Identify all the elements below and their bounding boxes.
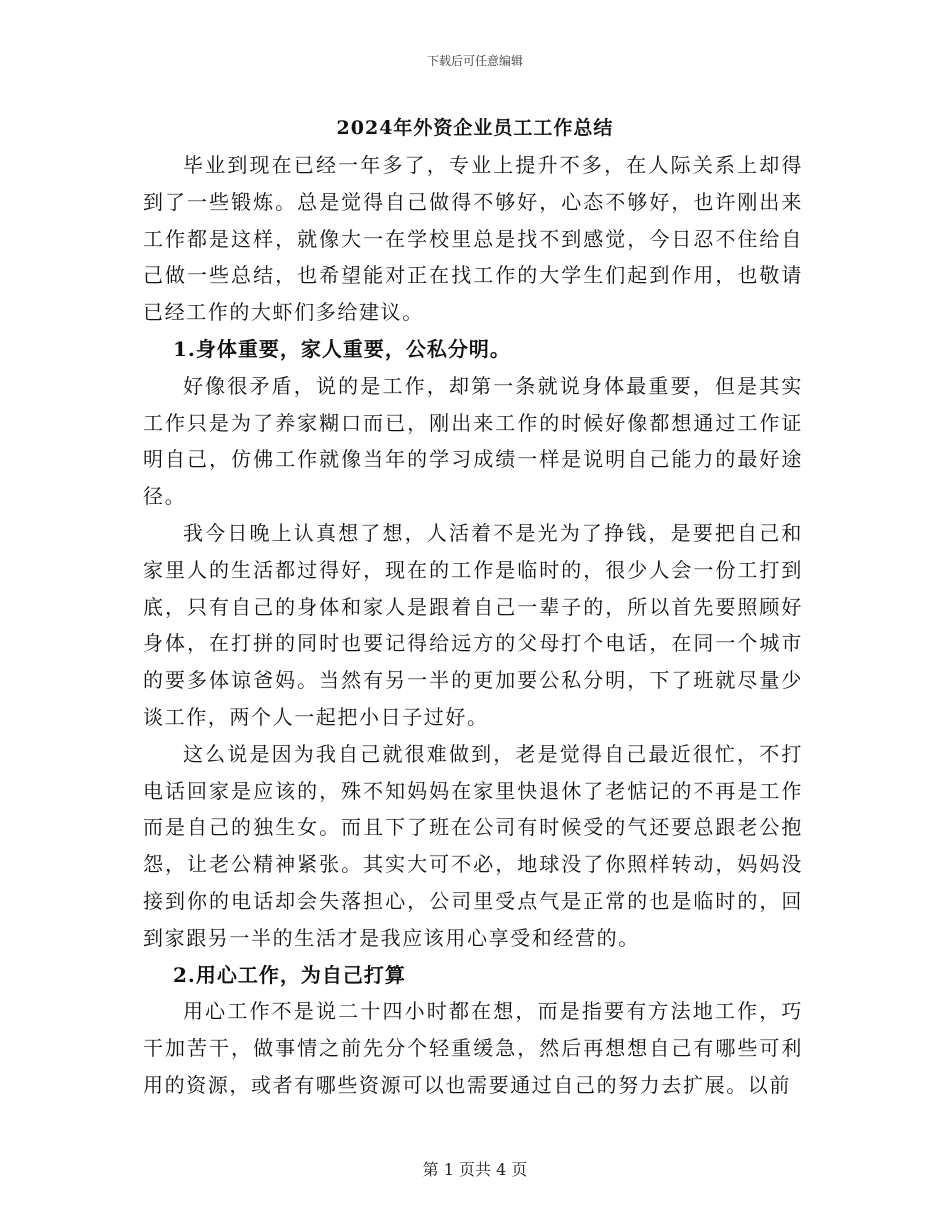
- paragraph-section1-b: 我今日晚上认真想了想，人活着不是光为了挣钱，是要把自己和家里人的生活都过得好，现在的工作是临时的，很少人会一份工打到底，只有自己的身体和家人是跟着自己一辈子的，所以首先要照顾好身体，在打拼的同时也要记得给远方的父母打个电话，在同一个城市的要多体谅爸妈。当然有另一半的更加要公私分明，下了班就尽量少谈工作，两个人一起把小日子过好。: [143, 520, 803, 729]
- paragraph-section1-c: 这么说是因为我自己就很难做到，老是觉得自己最近很忙，不打电话回家是应该的，殊不知妈妈在家里快退休了老惦记的不再是工作而是自己的独生女。而且下了班在公司有时候受的气还要总跟老公抱怨，让老公精神紧张。其实大可不必，地球没了你照样转动，妈妈没接到你的电话却会失落担心，公司里受点气是正常的也是临时的，回到家跟另一半的生活才是我应该用心享受和经营的。: [143, 741, 803, 950]
- section-heading-2: 2.用心工作，为自己打算: [173, 962, 406, 987]
- page-header: 下载后可任意编辑: [426, 54, 523, 68]
- section-heading-1: 1.身体重要，家人重要，公私分明。: [173, 336, 511, 361]
- paragraph-section2-a: 用心工作不是说二十四小时都在想，而是指要有方法地工作，巧干加苦干，做事情之前先分个轻重缓急，然后再想想自己有哪些可利用的资源，或者有哪些资源可以也需要通过自己的努力去扩展。以前: [143, 999, 803, 1097]
- document-body: [143, 147, 803, 1104]
- paragraph-intro: 毕业到现在已经一年多了，专业上提升不多，在人际关系上却得到了一些锻炼。总是觉得自己做得不够好，心态不够好，也许刚出来工作都是这样，就像大一在学校里总是找不到感觉，今日忍不住给自己做一些总结，也希望能对正在找工作的大学生们起到作用，也敬请已经工作的大虾们多给建议。: [143, 153, 803, 325]
- document-title: 2024年外资企业员工工作总结: [336, 117, 614, 139]
- paragraph-section1-a: 好像很矛盾，说的是工作，却第一条就说身体最重要，但是其实工作只是为了养家糊口而已，刚出来工作的时候好像都想通过工作证明自己，仿佛工作就像当年的学习成绩一样是说明自己能力的最好途径。: [143, 373, 803, 509]
- page-footer: 第 1 页共 4 页: [422, 1160, 528, 1179]
